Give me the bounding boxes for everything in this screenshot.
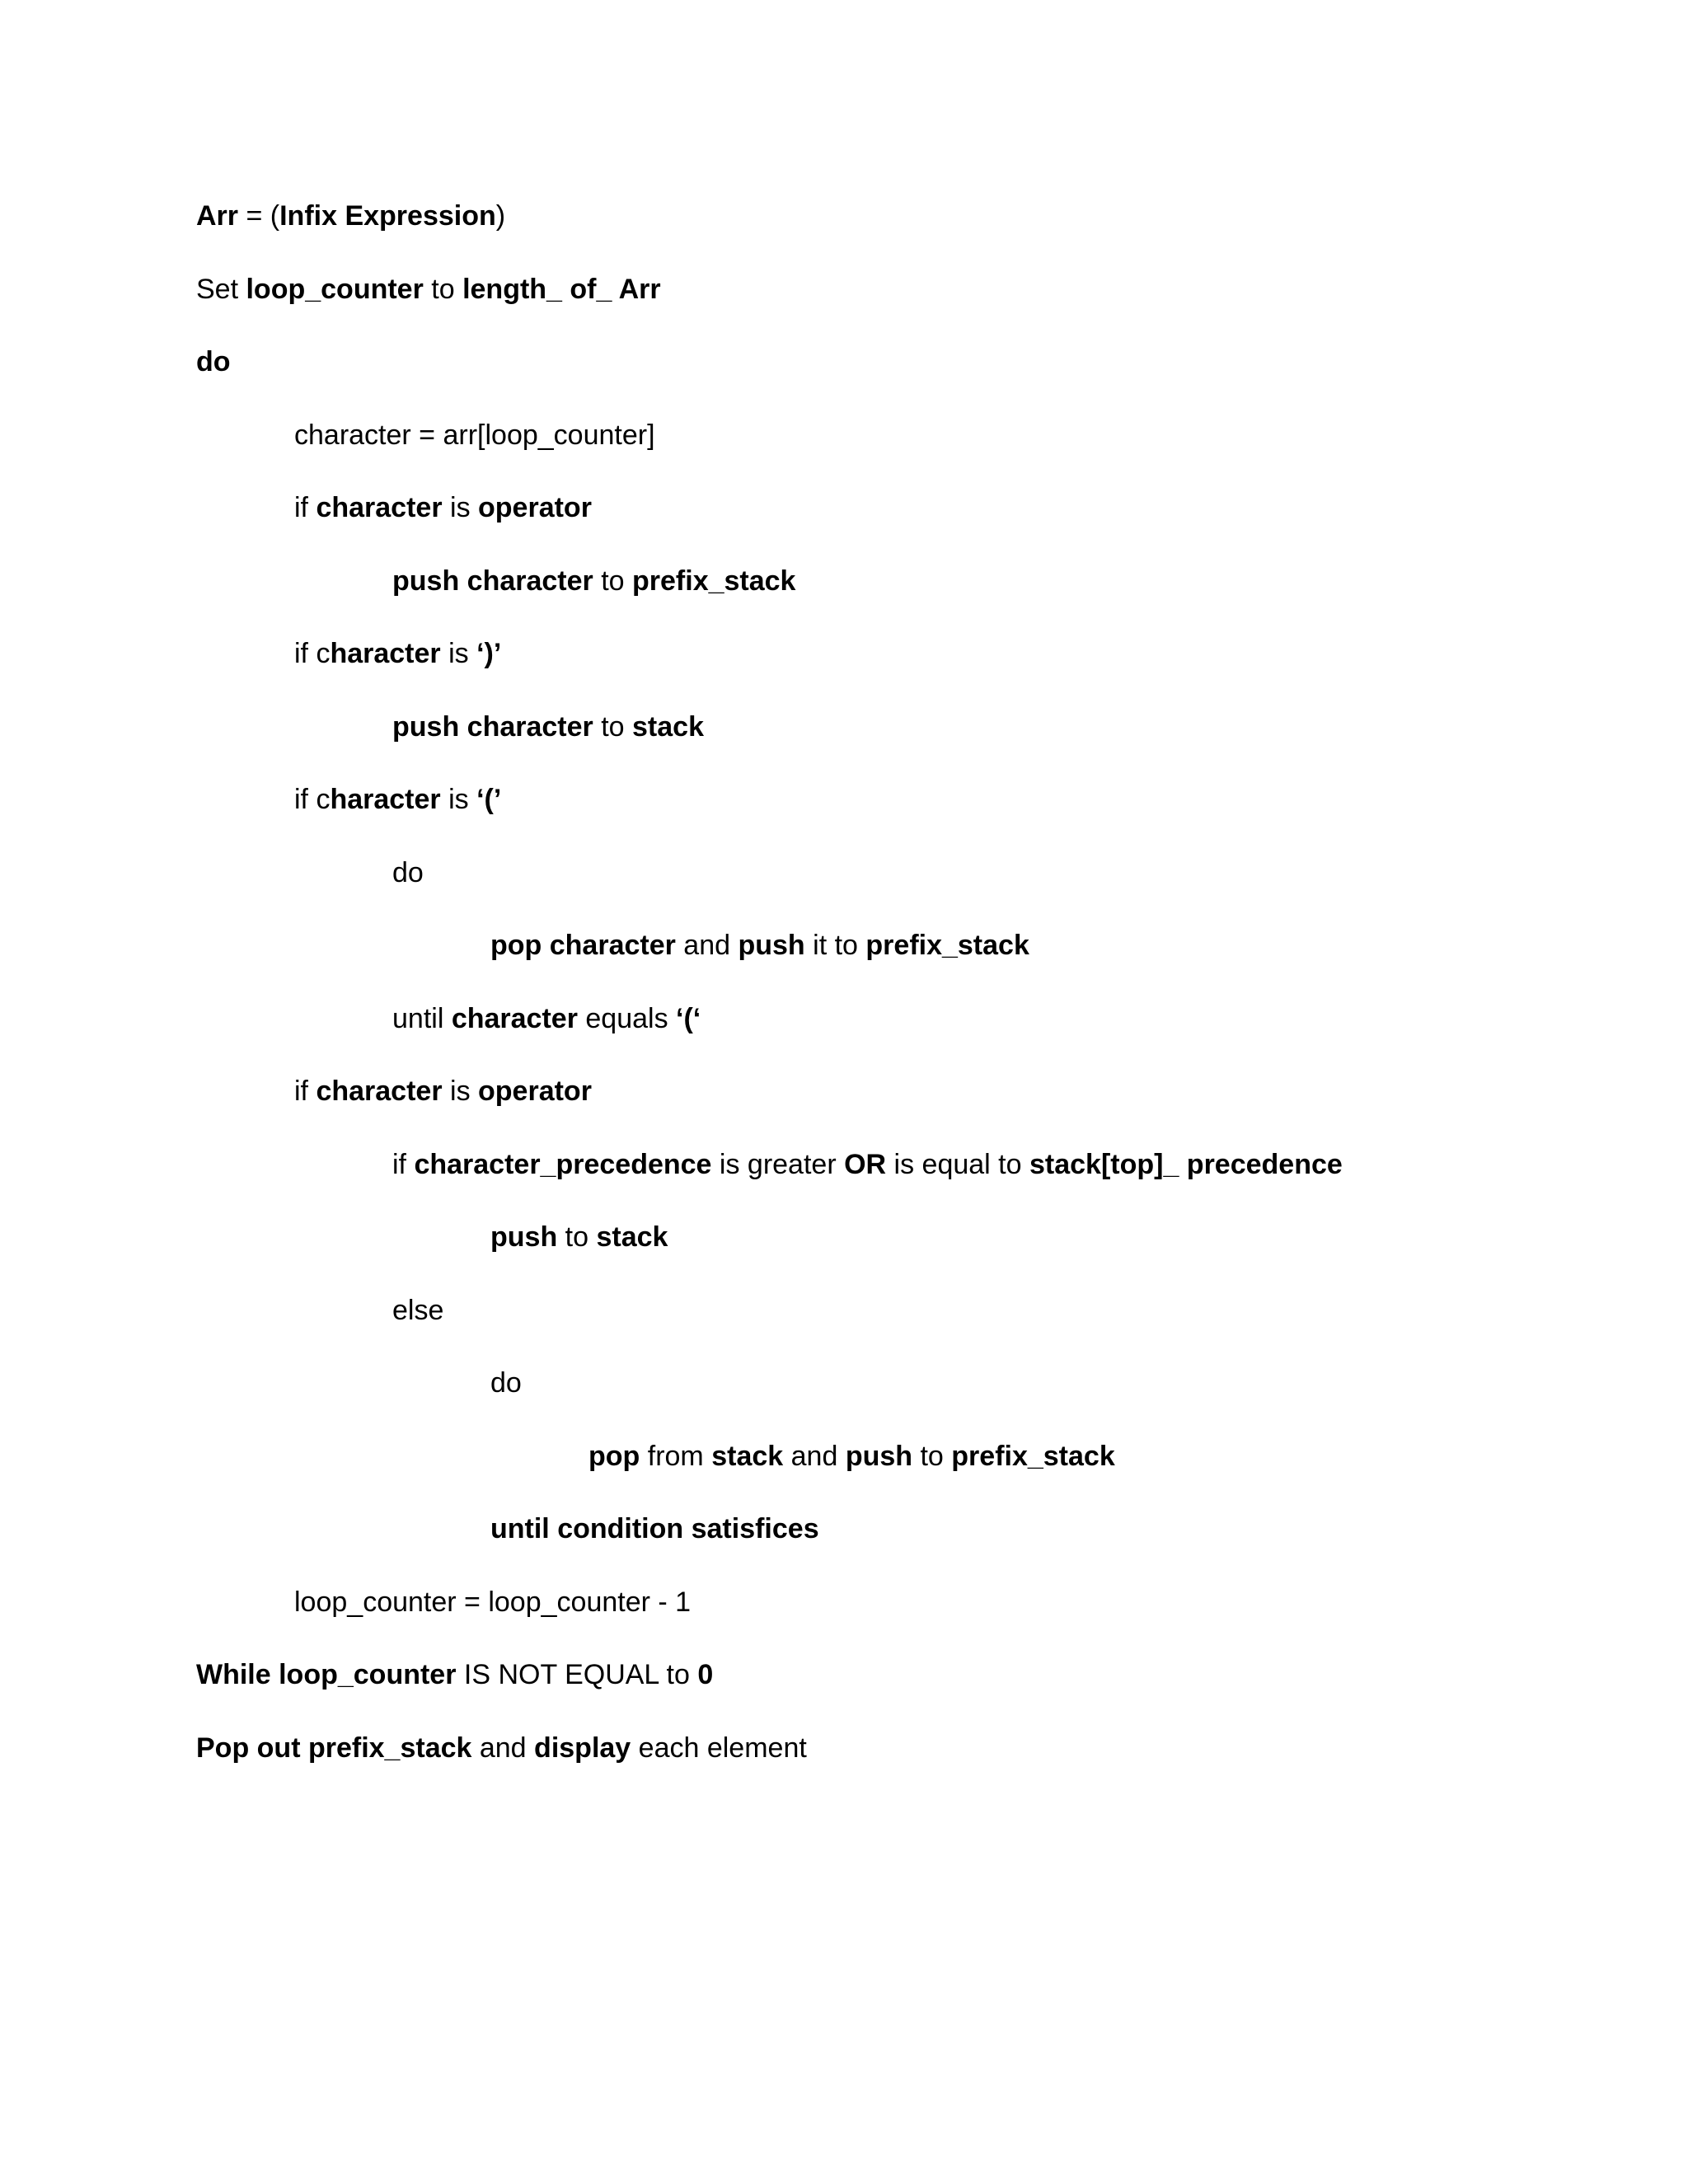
plain-text: if (294, 492, 316, 523)
pseudocode-line (294, 1073, 592, 1109)
bold-keyword: operator (478, 492, 592, 523)
pseudocode-line (196, 344, 231, 380)
pseudocode-line (294, 781, 501, 818)
bold-keyword: ‘(‘ (676, 1003, 701, 1034)
pseudocode-line (392, 563, 795, 599)
bold-keyword: prefix_stack (865, 930, 1029, 961)
plain-text: is (440, 784, 477, 815)
bold-keyword: haracter (330, 784, 441, 815)
plain-text: = ( (238, 200, 280, 232)
pseudocode-line (294, 490, 592, 526)
pseudocode-line (392, 1001, 701, 1037)
bold-keyword: operator (478, 1076, 592, 1107)
bold-keyword: character (316, 1076, 443, 1107)
plain-text: IS NOT EQUAL to (456, 1659, 698, 1690)
plain-text: do (490, 1367, 522, 1399)
pseudocode-line (196, 198, 505, 234)
plain-text: Set (196, 274, 246, 305)
bold-keyword: stack (711, 1441, 784, 1472)
bold-keyword: do (196, 346, 231, 377)
plain-text: to (557, 1221, 597, 1253)
plain-text: to (912, 1441, 952, 1472)
bold-keyword: prefix_stack (632, 565, 796, 597)
bold-keyword: haracter (330, 638, 441, 669)
bold-keyword: character_precedence (414, 1149, 712, 1180)
plain-text: is (442, 1076, 479, 1107)
pseudocode-line (294, 1584, 691, 1620)
plain-text: to (593, 711, 633, 743)
pseudocode-line (490, 927, 1029, 963)
plain-text: until (392, 1003, 452, 1034)
plain-text: is (440, 638, 477, 669)
pseudocode-line (490, 1219, 668, 1255)
bold-keyword: character (316, 492, 443, 523)
pseudocode-line (294, 635, 501, 672)
plain-text: from (640, 1441, 712, 1472)
plain-text: if (294, 1076, 316, 1107)
plain-text: do (392, 857, 424, 888)
plain-text: character = arr[loop_counter] (294, 419, 655, 451)
pseudocode-line (490, 1511, 819, 1547)
plain-text: equals (577, 1003, 677, 1034)
plain-text: it to (804, 930, 866, 961)
plain-text: is (442, 492, 479, 523)
pseudocode-line (196, 271, 661, 307)
pseudocode-line (196, 1730, 807, 1766)
pseudocode-line (294, 417, 655, 453)
plain-text: if (392, 1149, 415, 1180)
bold-keyword: push character (392, 711, 593, 743)
plain-text: if c (294, 638, 331, 669)
pseudocode-line (588, 1438, 1115, 1474)
bold-keyword: stack (596, 1221, 668, 1253)
plain-text: each element (631, 1732, 807, 1764)
pseudocode-line (196, 1657, 713, 1693)
bold-keyword: length_ of_ Arr (462, 274, 661, 305)
pseudocode-line (392, 855, 424, 891)
plain-text: is greater (711, 1149, 845, 1180)
pseudocode-line (392, 709, 704, 745)
bold-keyword: While loop_counter (196, 1659, 457, 1690)
bold-keyword: ‘)’ (476, 638, 502, 669)
pseudocode-line (490, 1365, 522, 1401)
bold-keyword: prefix_stack (951, 1441, 1115, 1472)
pseudocode-line (392, 1146, 1343, 1183)
bold-keyword: loop_counter (246, 274, 424, 305)
bold-keyword: stack (632, 711, 704, 743)
bold-keyword: push (845, 1441, 913, 1472)
bold-keyword: Pop out prefix_stack (196, 1732, 472, 1764)
bold-keyword: pop character (490, 930, 676, 961)
bold-keyword: Infix Expression (279, 200, 496, 232)
plain-text: ) (495, 200, 506, 232)
bold-keyword: push (738, 930, 805, 961)
plain-text: loop_counter = loop_counter - 1 (294, 1586, 692, 1618)
bold-keyword: character (451, 1003, 578, 1034)
bold-keyword: 0 (697, 1659, 714, 1690)
bold-keyword: push (490, 1221, 558, 1253)
plain-text: to (593, 565, 633, 597)
plain-text: is equal to (886, 1149, 1029, 1180)
plain-text: and (675, 930, 738, 961)
bold-keyword: Arr (196, 200, 239, 232)
plain-text: and (471, 1732, 535, 1764)
bold-keyword: until condition satisfices (490, 1513, 819, 1544)
bold-keyword: stack[top]_ precedence (1029, 1149, 1343, 1180)
pseudocode-line (392, 1292, 443, 1329)
plain-text: to (423, 274, 463, 305)
plain-text: else (392, 1295, 444, 1326)
bold-keyword: pop (588, 1441, 640, 1472)
plain-text: and (783, 1441, 846, 1472)
bold-keyword: push character (392, 565, 593, 597)
plain-text: if c (294, 784, 331, 815)
bold-keyword: display (534, 1732, 631, 1764)
bold-keyword: ‘(’ (476, 784, 502, 815)
bold-keyword: OR (844, 1149, 887, 1180)
